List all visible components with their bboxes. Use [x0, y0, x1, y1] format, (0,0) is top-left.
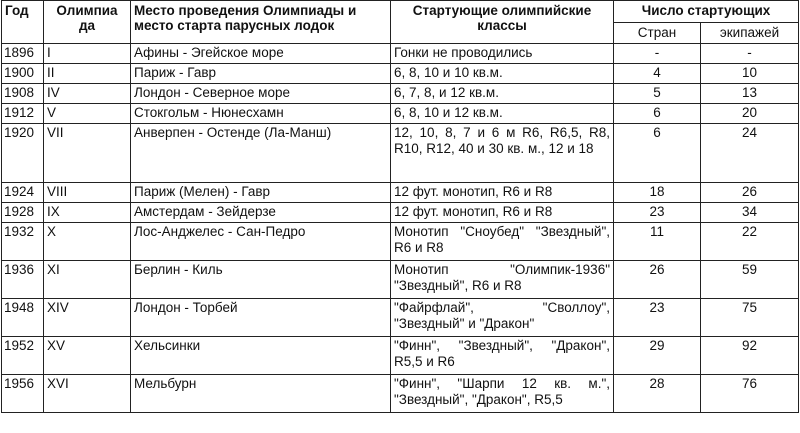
cell-year: 1908 — [2, 84, 44, 104]
table-row — [2, 223, 799, 261]
header-year: Год — [2, 1, 44, 44]
cell-countries: - — [614, 44, 701, 64]
header-count-group: Число стартующих — [614, 1, 799, 23]
cell-venue: Лондон - Торбей — [131, 299, 391, 337]
olympic-sailing-table-container — [1, 0, 799, 413]
header-countries: Стран — [614, 22, 701, 44]
olympic-sailing-table — [1, 0, 799, 413]
cell-year: 1952 — [2, 337, 44, 375]
cell-crews: 34 — [701, 203, 799, 223]
cell-crews: 22 — [701, 223, 799, 261]
cell-year: 1956 — [2, 375, 44, 413]
cell-venue: Париж (Мелен) - Гавр — [131, 183, 391, 203]
cell-countries: 18 — [614, 183, 701, 203]
cell-classes: "Файрфлай", "Своллоу", "Звездный" и "Дракон" — [391, 299, 614, 337]
cell-year: 1920 — [2, 124, 44, 183]
cell-crews: 76 — [701, 375, 799, 413]
cell-olympiad: I — [44, 44, 131, 64]
cell-classes: Монотип "Сноубед" "Звездный", R6 и R8 — [391, 223, 614, 261]
cell-countries: 4 — [614, 64, 701, 84]
cell-venue: Амстердам - Зейдерзе — [131, 203, 391, 223]
cell-crews: 75 — [701, 299, 799, 337]
cell-year: 1912 — [2, 104, 44, 124]
cell-olympiad: VII — [44, 124, 131, 183]
cell-olympiad: XVI — [44, 375, 131, 413]
header-crews: экипажей — [701, 22, 799, 44]
cell-countries: 28 — [614, 375, 701, 413]
table-row — [2, 64, 799, 84]
cell-crews: 26 — [701, 183, 799, 203]
cell-year: 1948 — [2, 299, 44, 337]
cell-venue: Лондон - Северное море — [131, 84, 391, 104]
cell-venue: Афины - Эгейское море — [131, 44, 391, 64]
cell-crews: 92 — [701, 337, 799, 375]
cell-year: 1932 — [2, 223, 44, 261]
cell-olympiad: IV — [44, 84, 131, 104]
cell-year: 1936 — [2, 261, 44, 299]
table-row — [2, 261, 799, 299]
cell-olympiad: XI — [44, 261, 131, 299]
cell-countries: 23 — [614, 299, 701, 337]
header-venue: Место проведения Олимпиады и место старта парусных лодок — [131, 1, 391, 44]
table-row — [2, 183, 799, 203]
cell-year: 1928 — [2, 203, 44, 223]
cell-year: 1924 — [2, 183, 44, 203]
cell-classes: 6, 8, 10 и 12 кв.м. — [391, 104, 614, 124]
cell-olympiad: IX — [44, 203, 131, 223]
cell-olympiad: XIV — [44, 299, 131, 337]
cell-classes: Монотип "Олимпик-1936" "Звездный", R6 и R8 — [391, 261, 614, 299]
cell-year: 1896 — [2, 44, 44, 64]
table-row — [2, 337, 799, 375]
cell-venue: Мельбурн — [131, 375, 391, 413]
cell-countries: 5 — [614, 84, 701, 104]
cell-venue: Анверпен - Остенде (Ла-Манш) — [131, 124, 391, 183]
cell-classes: 12 фут. монотип, R6 и R8 — [391, 203, 614, 223]
cell-countries: 23 — [614, 203, 701, 223]
cell-countries: 11 — [614, 223, 701, 261]
table-row — [2, 299, 799, 337]
cell-venue: Берлин - Киль — [131, 261, 391, 299]
cell-venue: Лос-Анджелес - Сан-Педро — [131, 223, 391, 261]
table-row — [2, 44, 799, 64]
cell-classes: 12 фут. монотип, R6 и R8 — [391, 183, 614, 203]
table-row — [2, 84, 799, 104]
table-row — [2, 104, 799, 124]
header-olympiad: Олимпиа да — [44, 1, 131, 44]
cell-classes: 6, 7, 8, и 12 кв.м. — [391, 84, 614, 104]
cell-crews: 59 — [701, 261, 799, 299]
cell-crews: 13 — [701, 84, 799, 104]
table-row — [2, 124, 799, 183]
header-classes: Стартующие олимпийские классы — [391, 1, 614, 44]
cell-crews: 24 — [701, 124, 799, 183]
cell-year: 1900 — [2, 64, 44, 84]
cell-crews: - — [701, 44, 799, 64]
cell-crews: 20 — [701, 104, 799, 124]
cell-countries: 6 — [614, 124, 701, 183]
cell-venue: Хельсинки — [131, 337, 391, 375]
cell-venue: Париж - Гавр — [131, 64, 391, 84]
table-row — [2, 375, 799, 413]
cell-classes: "Финн", "Звездный", "Дракон", R5,5 и R6 — [391, 337, 614, 375]
cell-classes: 12, 10, 8, 7 и 6 м R6, R6,5, R8, R10, R12, 40 и 30 кв. м., 12 и 18 — [391, 124, 614, 183]
cell-venue: Стокгольм - Нюнесхамн — [131, 104, 391, 124]
cell-olympiad: VIII — [44, 183, 131, 203]
cell-crews: 10 — [701, 64, 799, 84]
cell-countries: 26 — [614, 261, 701, 299]
cell-classes: "Финн", "Шарпи 12 кв. м.", "Звездный", "Дракон", R5,5 — [391, 375, 614, 413]
cell-classes: 6, 8, 10 и 10 кв.м. — [391, 64, 614, 84]
cell-olympiad: II — [44, 64, 131, 84]
table-row — [2, 203, 799, 223]
cell-countries: 29 — [614, 337, 701, 375]
cell-olympiad: V — [44, 104, 131, 124]
cell-olympiad: X — [44, 223, 131, 261]
cell-classes: Гонки не проводились — [391, 44, 614, 64]
cell-olympiad: XV — [44, 337, 131, 375]
cell-countries: 6 — [614, 104, 701, 124]
header-row-top — [2, 1, 799, 23]
